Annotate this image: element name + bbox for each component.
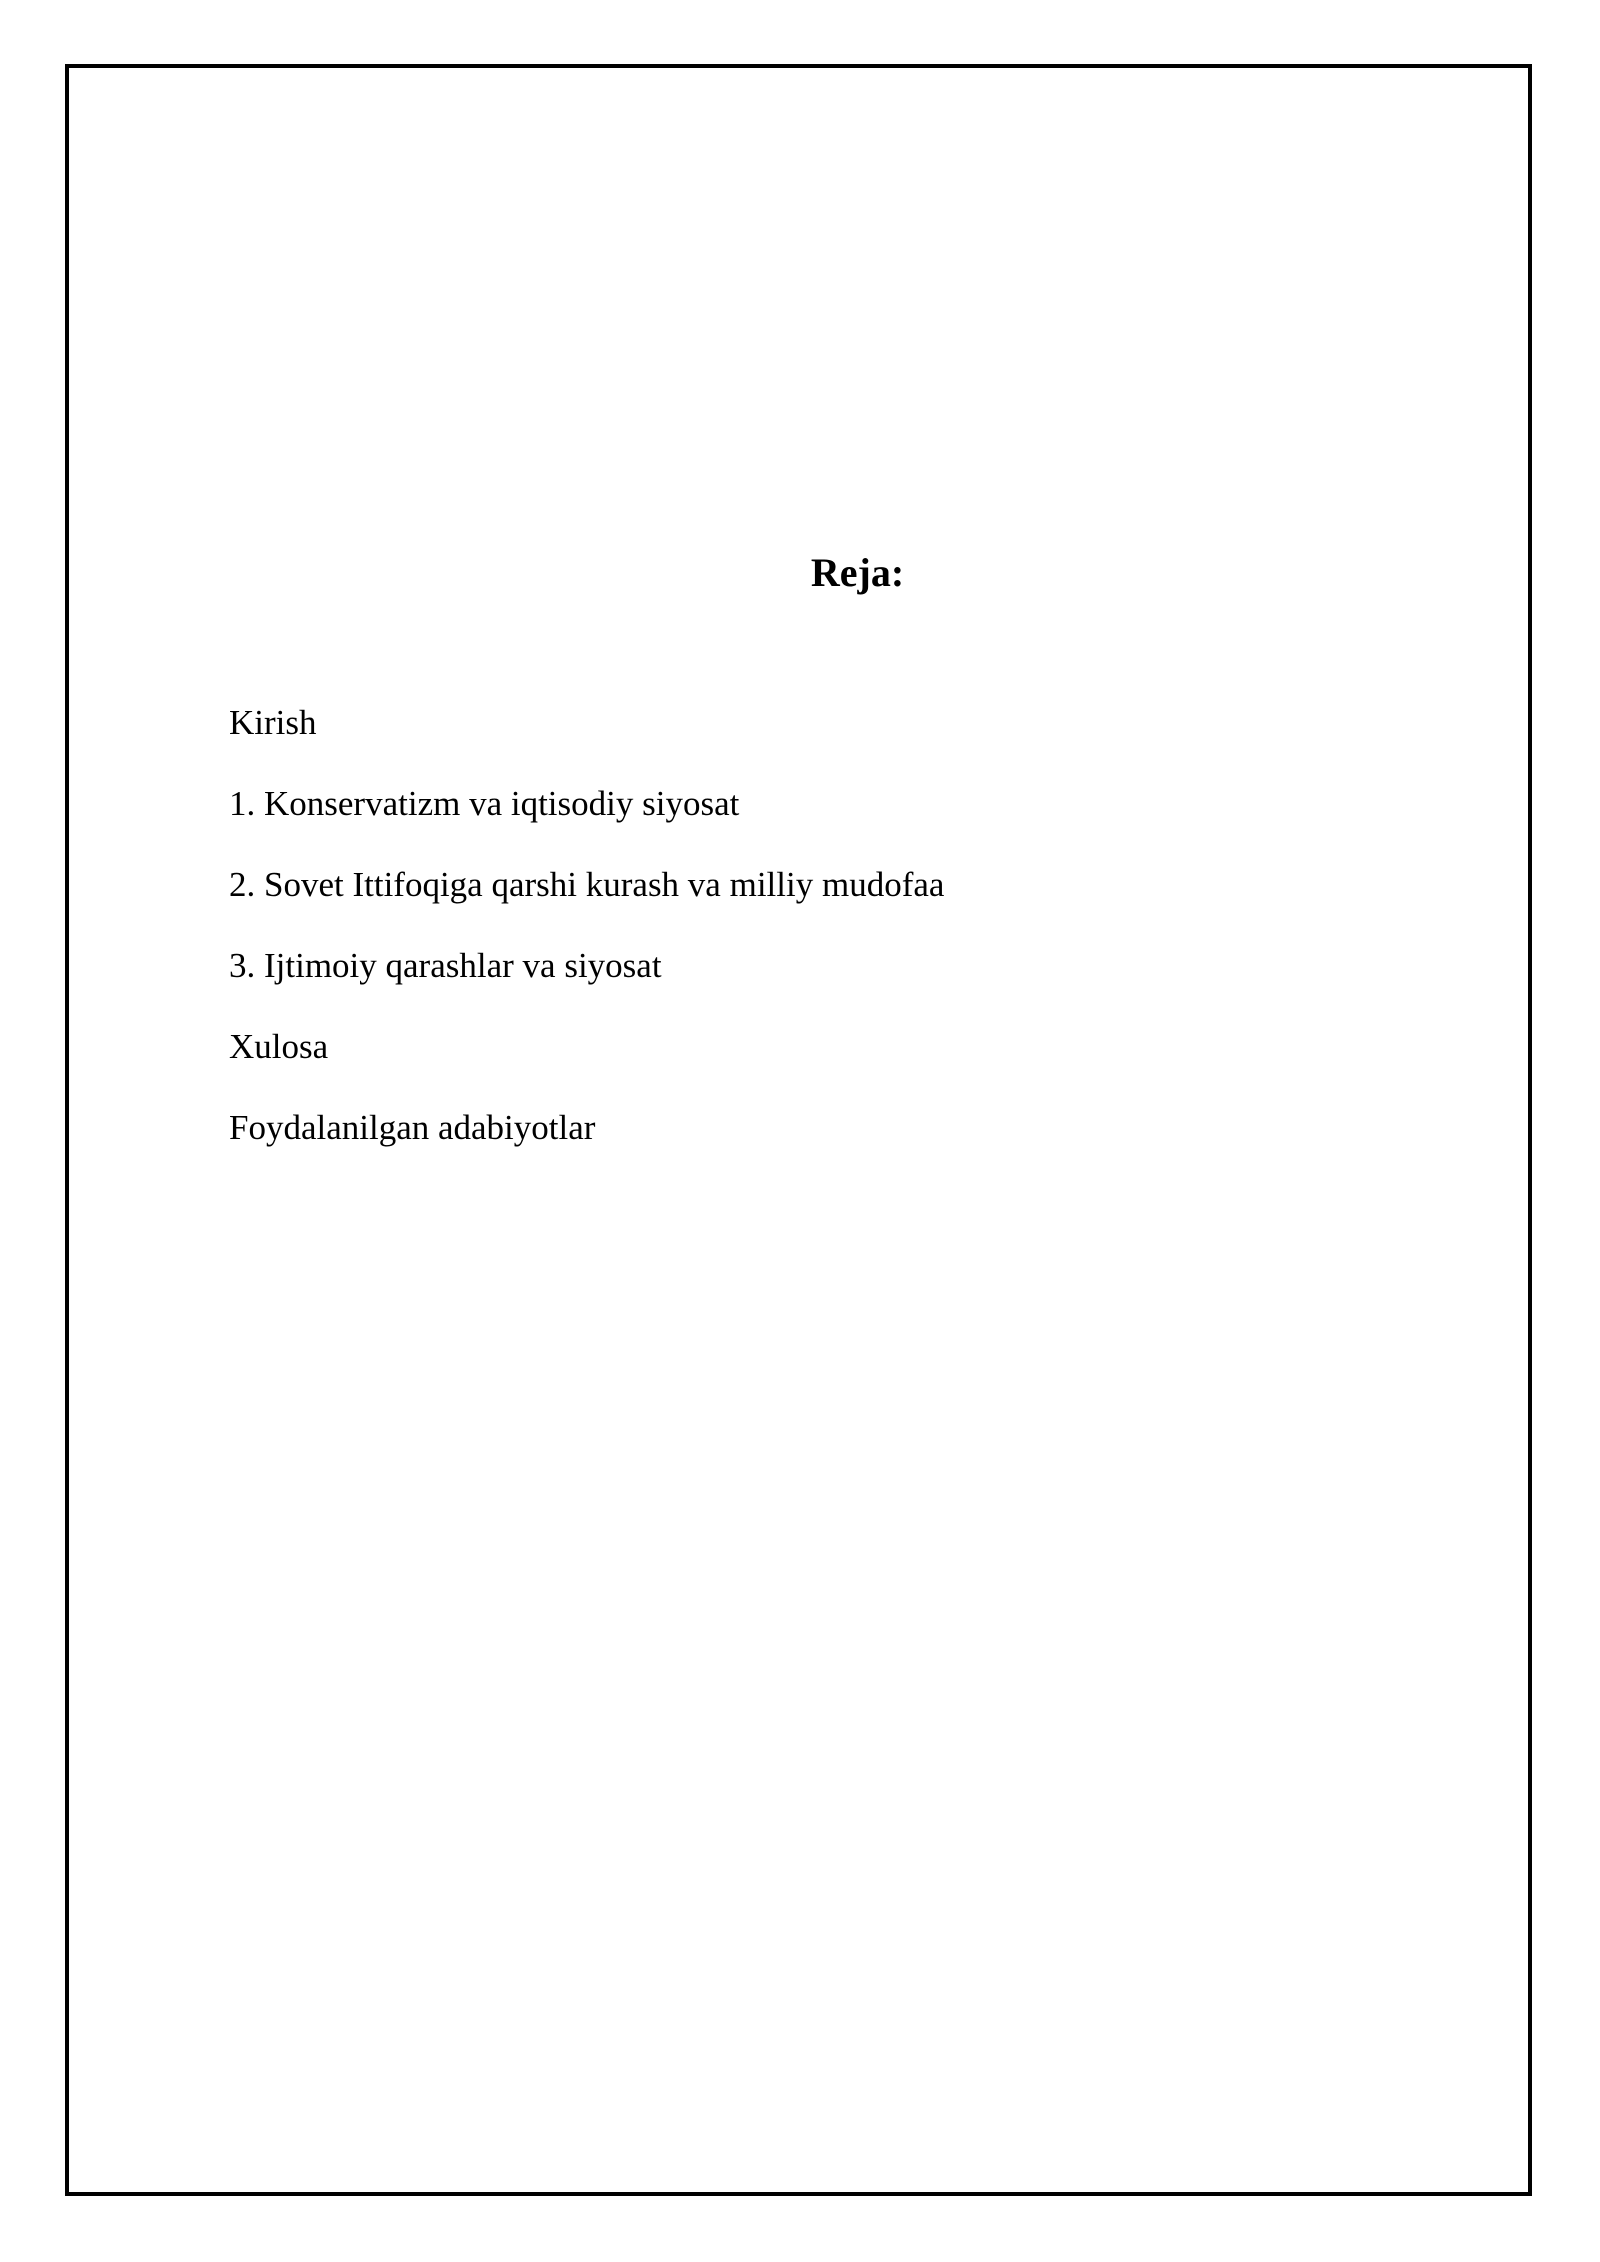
- plan-item-conclusion: Xulosa: [229, 1027, 329, 1066]
- plan-item-section-1: 1. Konservatizm va iqtisodiy siyosat: [229, 784, 740, 823]
- plan-item-section-2: 2. Sovet Ittifoqiga qarshi kurash va milliy mudofaa: [229, 865, 945, 904]
- plan-list: [229, 695, 944, 1181]
- plan-item-references: Foydalanilgan adabiyotlar: [229, 1108, 596, 1147]
- plan-item-introduction: Kirish: [229, 703, 317, 742]
- page-title: Reja:: [810, 550, 905, 595]
- plan-item-section-3: 3. Ijtimoiy qarashlar va siyosat: [229, 946, 662, 985]
